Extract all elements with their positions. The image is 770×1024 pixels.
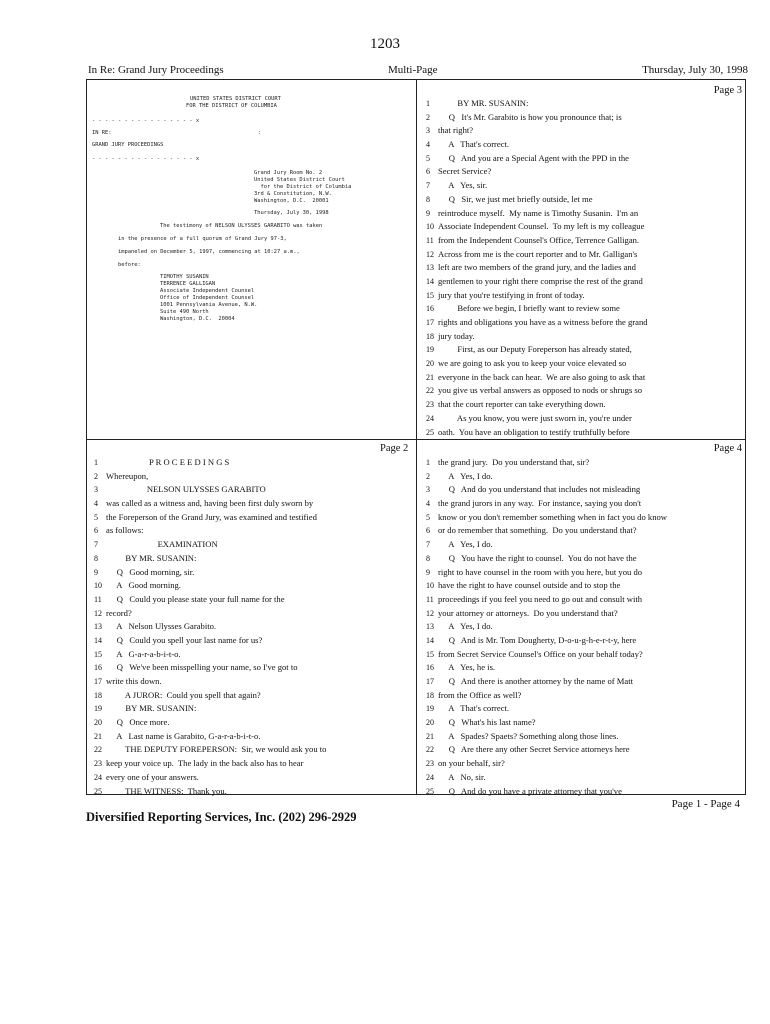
- line-text: Before we begin, I briefly want to review some: [438, 303, 620, 314]
- transcript-line: [426, 343, 742, 357]
- transcript-line: [426, 634, 742, 648]
- counsel-line: Washington, D.C. 20004: [160, 316, 235, 322]
- line-text: everyone in the back can hear. We are also going to ask that: [438, 371, 646, 382]
- line-text: rights and obligations you have as a witness before the grand: [438, 317, 648, 327]
- transcript-line: [94, 757, 412, 771]
- line-text: Q Sir, we just met briefly outside, let me: [438, 193, 593, 204]
- transcript-line: [426, 165, 742, 179]
- line-text: Q Once more.: [106, 717, 170, 728]
- line-number: 18: [426, 690, 434, 700]
- transcript-line: [426, 412, 742, 426]
- line-text: keep your voice up. The lady in the back also has to hear: [106, 758, 304, 769]
- line-text: proceedings if you feel you need to go out and consult with: [438, 593, 643, 604]
- line-number: 24: [94, 772, 102, 782]
- testimony-line: impaneled on December 5, 1997, commencing at 10:27 a.m.,: [118, 249, 300, 255]
- page-range: Page 1 - Page 4: [671, 798, 740, 810]
- transcript-line: [426, 730, 742, 744]
- page3-label: Page 3: [713, 85, 742, 96]
- line-number: 20: [426, 359, 434, 369]
- line-text: P R O C E E D I N G S: [106, 457, 230, 467]
- transcript-line: [94, 552, 412, 566]
- line-number: 15: [426, 649, 434, 659]
- line-text: NELSON ULYSSES GARABITO: [106, 484, 266, 495]
- transcript-line: [426, 757, 742, 771]
- line-text: A Good morning.: [106, 580, 181, 591]
- line-text: record?: [106, 607, 132, 618]
- line-number: 1: [426, 458, 430, 467]
- line-number: 16: [426, 304, 434, 314]
- transcript-line: [94, 730, 412, 744]
- line-number: 22: [426, 745, 434, 755]
- line-number: 15: [426, 290, 434, 300]
- line-text: A No, sir.: [438, 771, 486, 782]
- court-title-line: FOR THE DISTRICT OF COLUMBIA: [186, 103, 277, 109]
- transcript-line: [94, 607, 412, 621]
- line-number: 4: [426, 140, 430, 150]
- transcript-line: [426, 261, 742, 275]
- line-text: as follows:: [106, 525, 144, 536]
- transcript-line: [426, 593, 742, 607]
- line-number: 9: [426, 208, 430, 218]
- line-text: A Spades? Spaets? Something along those lines.: [438, 730, 619, 741]
- line-text: A That's correct.: [438, 139, 510, 150]
- line-number: 19: [94, 704, 102, 714]
- line-number: 17: [426, 318, 434, 327]
- transcript-line: [94, 497, 412, 511]
- line-text: Associate Independent Counsel. To my left is my colleague: [438, 221, 645, 232]
- transcript-line: [94, 566, 412, 580]
- line-text: A Nelson Ulysses Garabito.: [106, 621, 217, 632]
- line-text: THE DEPUTY FOREPERSON: Sir, we would ask you to: [106, 744, 327, 755]
- line-text: right to have counsel in the room with you here, but you do: [438, 566, 643, 577]
- hearing-date: Thursday, July 30, 1998: [254, 210, 329, 216]
- line-text: Q What's his last name?: [438, 717, 536, 728]
- line-text: Q And is Mr. Tom Dougherty, D-o-u-g-h-e-r-t-y, here: [438, 634, 637, 645]
- transcript-line: [94, 785, 412, 799]
- transcript-line: [94, 511, 412, 525]
- line-text: Q And you are a Special Agent with the PPD in the: [438, 152, 629, 163]
- transcript-line: [426, 426, 742, 440]
- line-number: 22: [426, 386, 434, 396]
- line-number: 21: [426, 731, 434, 741]
- line-number: 25: [94, 786, 102, 796]
- line-number: 3: [426, 485, 430, 495]
- location-line: United States District Court: [254, 177, 345, 183]
- line-number: 12: [94, 608, 102, 618]
- line-number: 4: [94, 499, 98, 509]
- line-number: 17: [426, 677, 434, 686]
- transcript-line: [426, 302, 742, 316]
- transcript-line: [94, 689, 412, 703]
- line-number: 25: [426, 427, 434, 437]
- line-text: was called as a witness and, having been first duly sworn by: [106, 498, 314, 509]
- line-number: 7: [426, 540, 430, 550]
- transcript-line: [426, 124, 742, 138]
- counsel-line: TIMOTHY SUSANIN: [160, 274, 209, 280]
- line-number: 3: [426, 126, 430, 136]
- line-number: 6: [426, 167, 430, 177]
- transcript-line: [426, 771, 742, 785]
- line-text: left are two members of the grand jury, and the ladies and: [438, 262, 636, 273]
- separator-dashes: - - - - - - - - - - - - - - - - x: [92, 118, 200, 124]
- transcript-line: [94, 634, 412, 648]
- transcript-line: [94, 716, 412, 730]
- colon-mark: :: [258, 130, 262, 136]
- line-number: 19: [426, 345, 434, 355]
- line-text: BY MR. SUSANIN:: [106, 552, 197, 563]
- transcript-line: [94, 483, 412, 497]
- transcript-line: [426, 207, 742, 221]
- line-number: 5: [426, 153, 430, 163]
- line-text: on your behalf, sir?: [438, 758, 505, 769]
- location-line: for the District of Columbia: [254, 184, 352, 190]
- line-number: 25: [426, 786, 434, 796]
- transcript-line: [426, 566, 742, 580]
- counsel-line: Suite 490 North: [160, 309, 209, 315]
- line-text: write this down.: [106, 676, 162, 686]
- line-text: that right?: [438, 125, 474, 136]
- line-text: you give us verbal answers as opposed to nods or shrugs so: [438, 385, 643, 396]
- transcript-line: [94, 702, 412, 716]
- line-number: 6: [94, 526, 98, 536]
- line-number: 14: [426, 276, 434, 286]
- line-text: from the Independent Counsel's Office, Terrence Galligan.: [438, 234, 640, 245]
- transcript-line: [426, 661, 742, 675]
- line-text: Q And there is another attorney by the name of Matt: [438, 676, 633, 686]
- line-text: or do remember that something. Do you understand that?: [438, 525, 637, 536]
- transcript-line: [94, 538, 412, 552]
- line-text: A Yes, sir.: [438, 180, 488, 191]
- transcript-line: [94, 456, 412, 470]
- line-text: the grand jurors in any way. For instance, saying you don't: [438, 498, 642, 509]
- line-number: 12: [426, 608, 434, 618]
- line-number: 13: [426, 263, 434, 273]
- line-text: Q Are there any other Secret Service attorneys here: [438, 744, 630, 755]
- transcript-line: [426, 689, 742, 703]
- line-text: Q You have the right to counsel. You do not have the: [438, 552, 637, 563]
- case-name: GRAND JURY PROCEEDINGS: [92, 142, 164, 148]
- line-number: 12: [426, 249, 434, 259]
- transcript-line: [426, 234, 742, 248]
- line-number: 11: [94, 594, 102, 604]
- transcript-line: [426, 398, 742, 412]
- transcript-line: [426, 357, 742, 371]
- line-number: 5: [426, 512, 430, 522]
- line-number: 24: [426, 413, 434, 423]
- transcript-line: [426, 648, 742, 662]
- testimony-line: in the presence of a full quorum of Grand Jury 97-3,: [118, 236, 287, 242]
- line-number: 23: [426, 759, 434, 769]
- line-text: your attorney or attorneys. Do you understand that?: [438, 607, 618, 618]
- separator-dashes: - - - - - - - - - - - - - - - - x: [92, 156, 200, 162]
- line-number: 17: [94, 677, 102, 686]
- transcript-line: [426, 524, 742, 538]
- transcript-line: [426, 552, 742, 566]
- line-number: 7: [426, 181, 430, 191]
- location-line: 3rd & Constitution, N.W.: [254, 191, 332, 197]
- transcript-line: [426, 497, 742, 511]
- line-number: 18: [94, 690, 102, 700]
- transcript-line: [94, 771, 412, 785]
- line-text: EXAMINATION: [106, 539, 218, 550]
- line-number: 4: [426, 499, 430, 509]
- line-text: from Secret Service Counsel's Office on your behalf today?: [438, 648, 643, 659]
- transcript-line: [94, 675, 412, 689]
- line-number: 2: [94, 471, 98, 481]
- transcript-line: [426, 289, 742, 303]
- transcript-line: [426, 607, 742, 621]
- line-text: oath. You have an obligation to testify truthfully before: [438, 426, 630, 437]
- page4-label: Page 4: [713, 443, 742, 454]
- line-text: reintroduce myself. My name is Timothy Susanin. I'm an: [438, 207, 639, 218]
- running-header: [88, 64, 748, 78]
- transcript-line: [426, 743, 742, 757]
- line-text: jury today.: [438, 330, 475, 341]
- page2-label: Page 2: [380, 443, 409, 454]
- line-number: 8: [426, 194, 430, 204]
- transcript-line: [426, 620, 742, 634]
- transcript-line: [426, 275, 742, 289]
- page4-lines: [426, 456, 742, 798]
- transcript-line: [426, 538, 742, 552]
- transcript-line: [426, 248, 742, 262]
- transcript-line: [426, 483, 742, 497]
- counsel-line: Associate Independent Counsel: [160, 288, 255, 294]
- line-text: A Yes, he is.: [438, 662, 496, 673]
- line-number: 19: [426, 704, 434, 714]
- transcript-line: [426, 179, 742, 193]
- line-text: Q And do you have a private attorney that you've: [438, 785, 622, 796]
- line-text: Q And do you understand that includes not misleading: [438, 484, 641, 495]
- transcript-line: [94, 470, 412, 484]
- testimony-line: before:: [118, 262, 141, 268]
- line-text: the grand jury. Do you understand that, sir?: [438, 457, 590, 467]
- line-text: Q Could you please state your full name for the: [106, 593, 285, 604]
- line-number: 1: [426, 99, 430, 108]
- transcript-line: [426, 702, 742, 716]
- page3-lines: [426, 97, 742, 439]
- line-number: 10: [94, 581, 102, 591]
- transcript-line: [426, 456, 742, 470]
- transcript-line: [426, 193, 742, 207]
- line-text: First, as our Deputy Foreperson has already stated,: [438, 344, 632, 355]
- testimony-line: The testimony of NELSON ULYSSES GARABITO was taken: [160, 223, 323, 229]
- line-number: 21: [426, 372, 434, 382]
- transcript-line: [426, 470, 742, 484]
- line-text: Q Could you spell your last name for us?: [106, 634, 263, 645]
- line-text: Q It's Mr. Garabito is how you pronounce that; is: [438, 111, 622, 122]
- line-text: the Foreperson of the Grand Jury, was examined and testified: [106, 511, 317, 522]
- line-text: A JUROR: Could you spell that again?: [106, 689, 261, 700]
- line-text: Across from me is the court reporter and to Mr. Galligan's: [438, 248, 638, 259]
- line-number: 3: [94, 485, 98, 495]
- line-number: 8: [94, 553, 98, 563]
- court-title-line: UNITED STATES DISTRICT COURT: [190, 96, 281, 102]
- reporter-footer: Diversified Reporting Services, Inc. (202) 296-2929: [86, 810, 357, 824]
- location-line: Grand Jury Room No. 2: [254, 170, 323, 176]
- transcript-line: [426, 716, 742, 730]
- line-text: we are going to ask you to keep your voice elevated so: [438, 358, 627, 369]
- transcript-line: [426, 785, 742, 799]
- page-number: 1203: [370, 36, 400, 52]
- line-text: that the court reporter can take everything down.: [438, 399, 606, 410]
- line-number: 22: [94, 745, 102, 755]
- transcript-line: [94, 661, 412, 675]
- line-number: 10: [426, 581, 434, 591]
- line-number: 10: [426, 222, 434, 232]
- line-number: 13: [426, 622, 434, 632]
- transcript-line: [94, 593, 412, 607]
- location-line: Washington, D.C. 20001: [254, 198, 329, 204]
- line-number: 11: [426, 235, 434, 245]
- line-number: 8: [426, 553, 430, 563]
- line-number: 16: [94, 663, 102, 673]
- line-text: A Yes, I do.: [438, 539, 493, 550]
- line-number: 14: [94, 635, 102, 645]
- line-text: BY MR. SUSANIN:: [438, 98, 529, 108]
- line-text: every one of your answers.: [106, 771, 199, 782]
- header-date: Thursday, July 30, 1998: [642, 64, 748, 76]
- line-number: 9: [426, 567, 430, 577]
- transcript-line: [426, 220, 742, 234]
- counsel-line: TERRENCE GALLIGAN: [160, 281, 216, 287]
- line-number: 16: [426, 663, 434, 673]
- line-text: A Last name is Garabito, G-a-r-a-b-i-t-o.: [106, 730, 261, 741]
- line-text: A G-a-r-a-b-i-t-o.: [106, 648, 181, 659]
- transcript-line: [426, 579, 742, 593]
- line-text: Q We've been misspelling your name, so I've got to: [106, 662, 298, 673]
- transcript-line: [426, 111, 742, 125]
- line-number: 7: [94, 540, 98, 550]
- transcript-line: [94, 524, 412, 538]
- line-number: 2: [426, 112, 430, 122]
- transcript-line: [426, 675, 742, 689]
- line-text: As you know, you were just sworn in, you're under: [438, 412, 632, 423]
- line-text: from the Office as well?: [438, 689, 522, 700]
- line-number: 18: [426, 331, 434, 341]
- line-text: THE WITNESS: Thank you.: [106, 785, 227, 796]
- line-text: know or you don't remember something when in fact you do know: [438, 511, 668, 522]
- transcript-line: [426, 152, 742, 166]
- transcript-line: [426, 511, 742, 525]
- transcript-line: [94, 648, 412, 662]
- page2-lines: [94, 456, 412, 798]
- transcript-line: [94, 620, 412, 634]
- line-text: A That's correct.: [438, 703, 510, 714]
- transcript-line: [426, 371, 742, 385]
- page1-cover: [92, 92, 410, 432]
- line-text: have the right to have counsel outside and to stop the: [438, 580, 621, 591]
- line-number: 14: [426, 635, 434, 645]
- counsel-line: 1001 Pennsylvania Avenue, N.W.: [160, 302, 258, 308]
- transcript-line: [94, 579, 412, 593]
- line-text: Whereupon,: [106, 470, 149, 481]
- line-number: 23: [94, 759, 102, 769]
- line-text: BY MR. SUSANIN:: [106, 703, 197, 714]
- line-number: 1: [94, 458, 98, 467]
- line-number: 11: [426, 594, 434, 604]
- line-number: 21: [94, 731, 102, 741]
- line-text: A Yes, I do.: [438, 621, 493, 632]
- line-number: 23: [426, 400, 434, 410]
- transcript-line: [426, 138, 742, 152]
- line-number: 20: [94, 718, 102, 728]
- line-text: Secret Service?: [438, 166, 492, 177]
- line-number: 9: [94, 567, 98, 577]
- vertical-divider: [416, 79, 417, 795]
- header-case-title: In Re: Grand Jury Proceedings: [88, 64, 224, 76]
- transcript-line: [94, 743, 412, 757]
- line-text: Q Good morning, sir.: [106, 566, 195, 577]
- line-number: 5: [94, 512, 98, 522]
- counsel-line: Office of Independent Counsel: [160, 295, 255, 301]
- line-number: 20: [426, 718, 434, 728]
- transcript-line: [426, 97, 742, 111]
- line-number: 2: [426, 471, 430, 481]
- transcript-line: [426, 330, 742, 344]
- transcript-line: [426, 316, 742, 330]
- header-format: Multi-Page: [388, 64, 438, 76]
- line-text: gentlemen to your right there comprise the rest of the grand: [438, 275, 643, 286]
- line-number: 15: [94, 649, 102, 659]
- line-number: 24: [426, 772, 434, 782]
- line-number: 6: [426, 526, 430, 536]
- line-text: A Yes, I do.: [438, 470, 493, 481]
- line-number: 13: [94, 622, 102, 632]
- transcript-line: [426, 384, 742, 398]
- line-text: jury that you're testifying in front of today.: [438, 289, 585, 300]
- in-re-label: IN RE:: [92, 130, 112, 136]
